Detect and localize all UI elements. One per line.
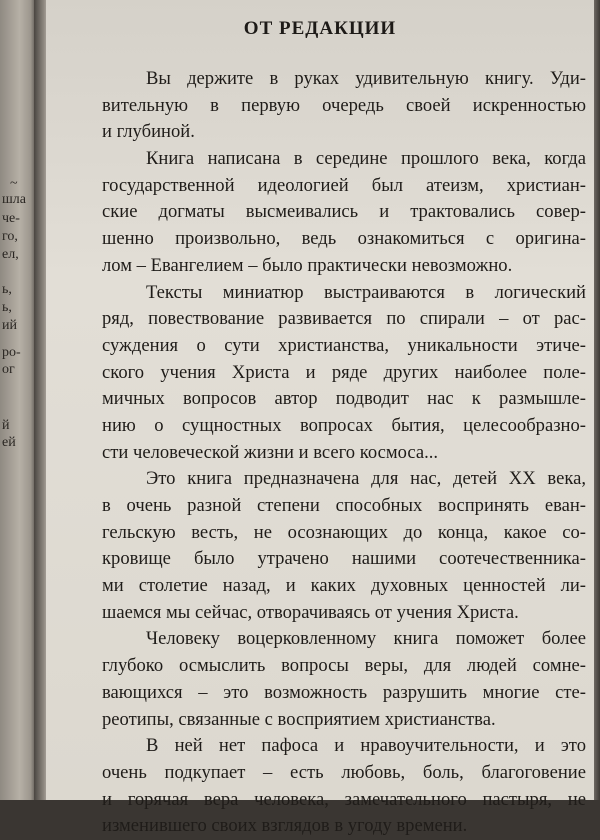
text-line: глубоко осмыслить вопросы веры, для людей сомне- — [102, 655, 586, 677]
page-body — [102, 66, 586, 840]
text-line: Вы держите в руках удивительную книгу. Уди- — [146, 68, 586, 89]
left-page-fragment: й — [2, 418, 10, 433]
left-page-fragment: ей — [2, 435, 16, 450]
text-line: суждения о сути христианства, уникальности этиче- — [102, 334, 586, 356]
left-page-fragment: че- — [2, 211, 20, 226]
text-line: гельскую весть, не осознающих до конца, какое со- — [102, 521, 586, 543]
text-line: ского учения Христа и ряде других наиболее поле- — [102, 361, 586, 383]
left-page-fragment: ь, — [2, 300, 12, 315]
left-page-fragment: го, — [2, 229, 18, 244]
text-line: вающихся – это возможность разрушить многие сте- — [102, 681, 586, 703]
text-line: сти человеческой жизни и всего космоса... — [102, 441, 439, 463]
text-line: ские догматы высмеивались и трактовались совер- — [102, 201, 586, 223]
text-line: мичных вопросов автор подводит нас к размышле- — [102, 388, 586, 410]
text-line: и горячая вера человека, замечательного пастыря, не — [102, 788, 586, 810]
text-line: Это книга предназначена для нас, детей XX века, — [146, 468, 586, 490]
text-line: и глубиной. — [102, 121, 195, 143]
text-line: изменившего своих взглядов в угоду времени. — [102, 815, 468, 837]
left-page-fragment: ел, — [2, 247, 19, 262]
text-line: Книга написана в середине прошлого века, когда — [146, 148, 586, 170]
text-line: ми столетие назад, и каких духовных ценностей ли- — [102, 575, 586, 597]
text-line: шенно произвольно, ведь ознакомиться с оригина- — [102, 228, 586, 250]
text-line: нию о сущностных вопросах бытия, целесообразно- — [102, 414, 586, 436]
text-line: очень подкупает – есть любовь, боль, благоговение — [102, 761, 586, 783]
text-line: государственной идеологией был атеизм, христиан- — [102, 174, 586, 196]
page-edge — [594, 0, 600, 800]
text-line: вительную в первую очередь своей искренностью — [102, 94, 586, 116]
text-line: лом – Евангелием – было практически невозможно. — [102, 254, 513, 276]
left-page-fragment: ро- — [2, 345, 21, 360]
page-title: ОТ РЕДАКЦИИ — [243, 18, 397, 39]
text-line: ряд, повествование развивается по спирали – от рас- — [102, 308, 586, 330]
left-page-fragment: ог — [2, 362, 15, 377]
left-page-fragment: ий — [2, 318, 17, 333]
text-line: Тексты миниатюр выстраиваются в логический — [146, 281, 586, 303]
left-page-fragment: ~ — [10, 176, 18, 191]
text-line: Человеку воцерковленному книга поможет более — [146, 628, 586, 650]
left-facing-page — [0, 0, 36, 800]
left-page-fragment: ь, — [2, 282, 12, 297]
text-line: в очень разной степени способных воспринять еван- — [102, 495, 586, 516]
text-line: В ней нет пафоса и нравоучительности, и это — [146, 735, 586, 757]
book-page — [46, 0, 594, 837]
left-page-fragment: шла — [2, 192, 26, 207]
text-line: шаемся мы сейчас, отворачиваясь от учения Христа. — [102, 601, 519, 623]
text-line: реотипы, связанные с восприятием христианства. — [102, 708, 496, 730]
text-line: кровище было утрачено нашими соотечественника- — [102, 548, 586, 570]
